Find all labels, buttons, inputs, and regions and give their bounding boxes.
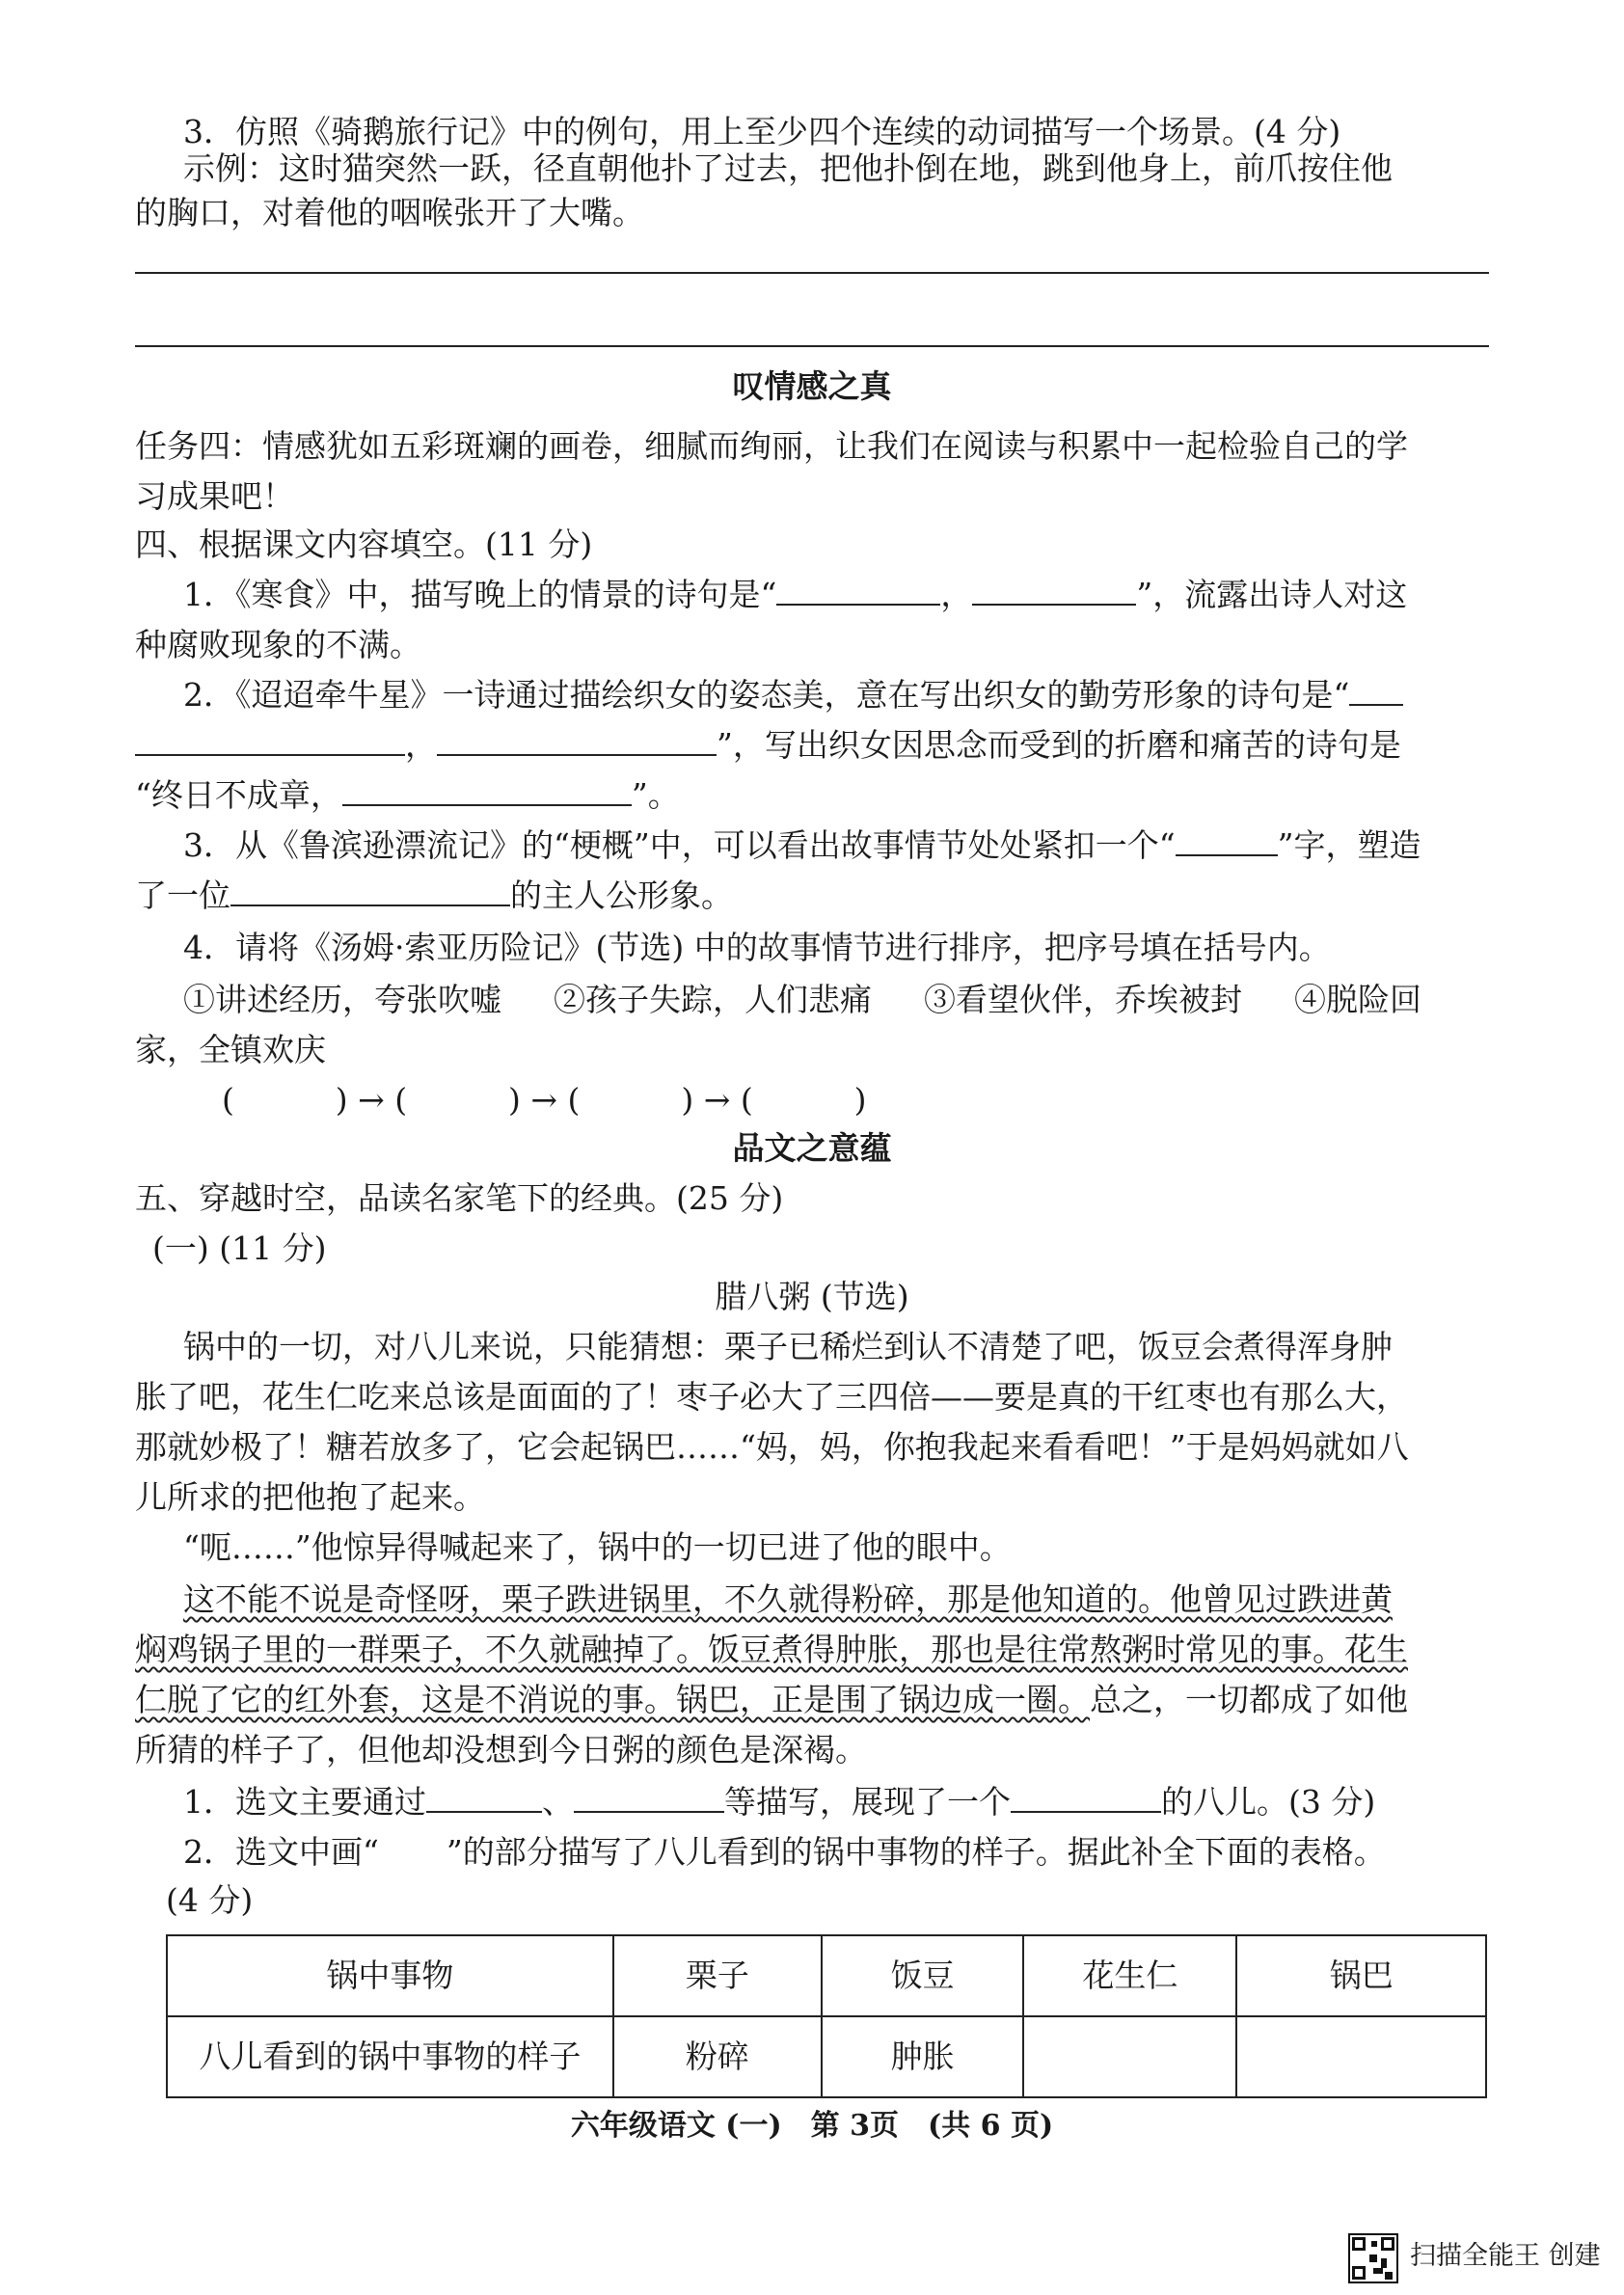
blank-q1-1[interactable] bbox=[776, 571, 940, 606]
sq1-text-b: 、 bbox=[542, 1783, 574, 1821]
fill-q2-line3 bbox=[135, 771, 1489, 820]
fill-q3-line2 bbox=[135, 872, 1489, 920]
blank-q2-2[interactable] bbox=[437, 721, 717, 756]
passage-p1-line1: 锅中的一切，对八儿来说，只能猜想：栗子已稀烂到认不清楚了吧，饭豆会煮得浑身肿 bbox=[183, 1328, 1393, 1365]
table-header-cell: 锅巴 bbox=[1236, 1935, 1486, 2016]
passage-p3-plain: 总之，一切都成了如他 bbox=[1090, 1681, 1408, 1718]
table-cell: 粉碎 bbox=[613, 2016, 822, 2097]
fill-q2-line1 bbox=[183, 671, 1489, 719]
part5-title: 五、穿越时空，品读名家笔下的经典。(25 分) bbox=[135, 1179, 784, 1217]
sq1-text-a: 1．选文主要通过 bbox=[183, 1783, 426, 1821]
answer-table bbox=[166, 1934, 1487, 2098]
fill-q3-text-c: 了一位 bbox=[135, 877, 230, 914]
passage-p1-line2: 胀了吧，花生仁吃来总该是面面的了！枣子必大了三四倍——要是真的干红枣也有那么大， bbox=[135, 1378, 1408, 1416]
fill-q1-text-a: 1．《寒食》中，描写晚上的情景的诗句是“ bbox=[183, 576, 777, 613]
blank-q3-2[interactable] bbox=[230, 872, 510, 906]
part4-title: 四、根据课文内容填空。(11 分) bbox=[135, 526, 593, 563]
blank-sq1-3[interactable] bbox=[1011, 1778, 1161, 1813]
blank-q2-1a[interactable] bbox=[1349, 671, 1403, 706]
table-answer-cell[interactable] bbox=[1023, 2016, 1236, 2097]
sq2-text-a: 2．选文中画“ bbox=[183, 1833, 379, 1871]
order-q4-options bbox=[183, 976, 1489, 1024]
fill-q3-text-b: ”字，塑造 bbox=[1277, 826, 1421, 864]
order-q4-prompt: 4．请将《汤姆·索亚历险记》(节选) 中的故事情节进行排序，把序号填在括号内。 bbox=[183, 929, 1331, 966]
option-4: ④脱险回 bbox=[1294, 981, 1421, 1018]
sq2-text-b: ”的部分描写了八儿看到的锅中事物的样子。据此补全下面的表格。 bbox=[446, 1833, 1386, 1871]
wavy-underlined-text: 焖鸡锅子里的一群栗子，不久就融掉了。饭豆煮得肿胀，那也是往常熬粥时常见的事。花生 bbox=[135, 1631, 1408, 1668]
passage-p3-line3 bbox=[135, 1676, 1489, 1724]
q3-prompt: 3．仿照《骑鹅旅行记》中的例句，用上至少四个连续的动词描写一个场景。(4 分) bbox=[183, 113, 1341, 150]
scanner-watermark: 扫描全能王 创建 bbox=[1410, 2241, 1601, 2271]
fill-q2-text-c: “终日不成章， bbox=[135, 776, 342, 814]
table-header-row bbox=[167, 1935, 1486, 2016]
order-sequence-brackets[interactable]: ( ) → ( ) → ( ) → ( ) bbox=[222, 1081, 867, 1119]
wavy-line-sample bbox=[379, 1828, 447, 1876]
blank-q3-1[interactable] bbox=[1176, 822, 1278, 856]
sq1-text-c: 等描写，展现了一个 bbox=[724, 1783, 1011, 1821]
fill-q3-text-a: 3．从《鲁滨逊漂流记》的“梗概”中，可以看出故事情节处处紧扣一个“ bbox=[183, 826, 1176, 864]
table-header-cell: 饭豆 bbox=[822, 1935, 1023, 2016]
answer-line-2[interactable] bbox=[135, 345, 1489, 347]
task4-line1: 任务四：情感犹如五彩斑斓的画卷，细腻而绚丽，让我们在阅读与积累中一起检验自己的学 bbox=[135, 427, 1408, 465]
passage-p3-line4: 所猜的样子了，但他却没想到今日粥的颜色是深褐。 bbox=[135, 1731, 867, 1768]
option-3: ③看望伙伴，乔埃被封 bbox=[924, 981, 1242, 1018]
passage-p3-line1 bbox=[183, 1576, 1489, 1624]
table-cell: 肿胀 bbox=[822, 2016, 1023, 2097]
passage-p1-line3: 那就妙极了！糖若放多了，它会起锅巴……“妈，妈，你抱我起来看看吧！”于是妈妈就如八 bbox=[135, 1428, 1409, 1466]
sq2-points: (4 分) bbox=[166, 1881, 254, 1919]
table-row bbox=[167, 2016, 1486, 2097]
answer-line-1[interactable] bbox=[135, 272, 1489, 274]
fill-q2-sep: ， bbox=[405, 726, 437, 764]
sub-section-1: (一) (11 分) bbox=[152, 1229, 327, 1267]
blank-q2-1b[interactable] bbox=[135, 721, 405, 756]
qr-code-icon bbox=[1348, 2233, 1398, 2283]
fill-q3-line1 bbox=[183, 822, 1489, 870]
wavy-underlined-text: 仁脱了它的红外套，这是不消说的事。锅巴，正是围了锅边成一圈。 bbox=[135, 1681, 1090, 1718]
blank-sq1-1[interactable] bbox=[426, 1778, 542, 1813]
q3-example-line2: 的胸口，对着他的咽喉张开了大嘴。 bbox=[135, 194, 644, 231]
option-2: ②孩子失踪，人们悲痛 bbox=[554, 981, 872, 1018]
passage-p2: “呃……”他惊异得喊起来了，锅中的一切已进了他的眼中。 bbox=[183, 1528, 1012, 1566]
task4-line2: 习成果吧！ bbox=[135, 477, 294, 515]
fill-q1-text-b: ， bbox=[940, 576, 973, 613]
table-header-cell: 锅中事物 bbox=[167, 1935, 613, 2016]
section-heading-meaning: 品文之意蕴 bbox=[732, 1129, 892, 1167]
fill-q2-text-d: ”。 bbox=[631, 776, 680, 814]
table-header-cell: 栗子 bbox=[613, 1935, 822, 2016]
passage-p1-line4: 儿所求的把他抱了起来。 bbox=[135, 1478, 485, 1516]
wavy-underlined-text: 这不能不说是奇怪呀，栗子跌进锅里，不久就得粉碎，那是他知道的。他曾见过跌进黄 bbox=[183, 1580, 1393, 1618]
fill-q1-line1 bbox=[183, 571, 1489, 619]
blank-sq1-2[interactable] bbox=[574, 1778, 724, 1813]
fill-q3-text-d: 的主人公形象。 bbox=[510, 877, 733, 914]
fill-q1-text-c: ”，流露出诗人对这 bbox=[1136, 576, 1408, 613]
passage-title: 腊八粥 (节选) bbox=[715, 1278, 909, 1315]
passage-p3-line2 bbox=[135, 1626, 1489, 1674]
table-header-cell: 花生仁 bbox=[1023, 1935, 1236, 2016]
sq1-text-d: 的八儿。(3 分) bbox=[1161, 1783, 1376, 1821]
fill-q2-text-a: 2．《迢迢牵牛星》一诗通过描绘织女的姿态美，意在写出织女的勤劳形象的诗句是“ bbox=[183, 676, 1350, 714]
table-cell: 八儿看到的锅中事物的样子 bbox=[167, 2016, 613, 2097]
blank-q1-2[interactable] bbox=[972, 571, 1136, 606]
q3-example-line1: 示例：这时猫突然一跃，径直朝他扑了过去，把他扑倒在地，跳到他身上，前爪按住他 bbox=[183, 149, 1393, 187]
option-1: ①讲述经历，夸张吹嘘 bbox=[183, 981, 501, 1018]
sq1-line bbox=[183, 1778, 1489, 1826]
fill-q2-text-b: ”，写出织女因思念而受到的折磨和痛苦的诗句是 bbox=[717, 726, 1401, 764]
section-heading-emotion: 叹情感之真 bbox=[732, 367, 892, 405]
fill-q2-line2 bbox=[135, 721, 1489, 770]
blank-q2-3[interactable] bbox=[342, 771, 632, 806]
sq2-line bbox=[183, 1828, 1489, 1876]
fill-q1-line2: 种腐败现象的不满。 bbox=[135, 626, 421, 663]
page-footer: 六年级语文 (一) 第 3页 (共 6 页) bbox=[570, 2109, 1054, 2143]
option-4-continued: 家，全镇欢庆 bbox=[135, 1031, 326, 1068]
table-answer-cell[interactable] bbox=[1236, 2016, 1486, 2097]
